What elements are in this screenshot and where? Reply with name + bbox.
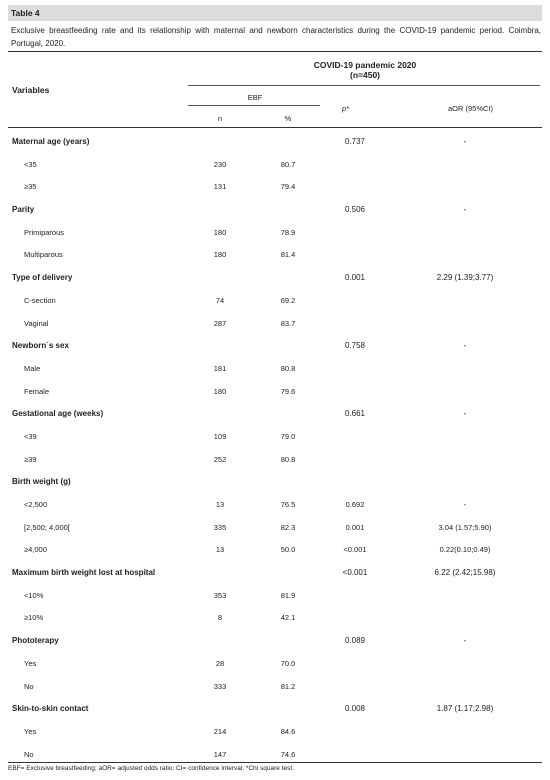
table-row	[0, 471, 550, 494]
row-pct: 83.7	[280, 318, 296, 328]
row-n: 180	[213, 227, 227, 237]
row-label: Yes	[24, 726, 37, 736]
table-row	[0, 335, 550, 358]
row-pct: 81.2	[280, 681, 296, 691]
row-label: Parity	[12, 205, 35, 215]
row-p: 0.692	[345, 500, 365, 509]
row-pct: 84.6	[280, 726, 296, 736]
row-label: Primiparous	[24, 227, 65, 237]
row-label: Birth weight (g)	[12, 477, 71, 487]
table-row	[0, 698, 550, 721]
row-label: ≥4,000	[24, 545, 47, 555]
row-label: Skin-to-skin contact	[12, 704, 89, 714]
row-pct: 78.9	[280, 227, 296, 237]
row-or: -	[463, 409, 467, 419]
row-n: 13	[215, 545, 225, 555]
table-row	[0, 381, 550, 404]
row-label: Maximum birth weight lost at hospital	[12, 568, 156, 578]
table-bottom-rule	[8, 762, 542, 763]
row-n: 335	[213, 522, 227, 532]
row-pct: 50.0	[280, 545, 296, 555]
row-label: ≥39	[24, 454, 37, 464]
row-pct: 80.7	[280, 159, 296, 169]
table-row	[0, 131, 550, 154]
row-n: 131	[213, 182, 227, 192]
table-row	[0, 721, 550, 744]
row-or: -	[463, 341, 467, 351]
row-pct: 80.8	[280, 454, 296, 464]
row-label: <2,500	[24, 500, 48, 509]
row-n: 109	[213, 431, 227, 441]
table-row	[0, 653, 550, 676]
row-label: No	[24, 681, 34, 691]
row-p: 0.758	[344, 341, 366, 351]
row-n: 180	[213, 250, 227, 260]
table-row	[0, 449, 550, 472]
row-label: Male	[24, 363, 41, 373]
table-row	[0, 176, 550, 199]
row-pct: 81.9	[280, 590, 296, 600]
table-row	[0, 290, 550, 313]
row-label: Female	[24, 386, 50, 396]
table-row	[0, 222, 550, 245]
row-p: 0.506	[344, 205, 366, 215]
row-n: 333	[213, 681, 227, 691]
table-row	[0, 199, 550, 222]
row-n: 8	[217, 613, 223, 623]
header-pct: %	[284, 114, 292, 123]
row-label: [2,500; 4,000[	[24, 522, 70, 532]
row-pct: 79.4	[280, 182, 296, 192]
row-label: Yes	[24, 658, 37, 668]
row-n: 13	[215, 500, 225, 509]
row-or: 6.22 (2.42;15.98)	[434, 568, 496, 578]
row-n: 147	[213, 749, 227, 759]
row-pct: 82.3	[280, 522, 296, 532]
row-p: 0.001	[345, 522, 365, 532]
header-or: aOR (95%CI)	[448, 104, 494, 113]
row-label: ≥35	[24, 182, 37, 192]
row-or: -	[463, 500, 467, 509]
row-p: 0.001	[344, 273, 366, 283]
row-or: -	[463, 137, 467, 146]
row-label: Phototerapy	[12, 636, 59, 646]
table-caption: Exclusive breastfeeding rate and its relationship with maternal and newborn characteristics during the COVID-19 pandemic period. Coimbra, Portugal, 2020.	[11, 26, 541, 48]
table-row	[0, 426, 550, 449]
row-pct: 76.5	[280, 500, 296, 509]
row-label: Maternal age (years)	[12, 137, 90, 146]
header-period-line2: (n=450)	[350, 70, 380, 80]
table-row	[0, 313, 550, 336]
row-n: 181	[213, 363, 227, 373]
row-n: 353	[213, 590, 227, 600]
table-label: Table 4	[8, 5, 542, 21]
row-label: No	[24, 749, 34, 759]
row-p: 0.661	[344, 409, 366, 419]
table-row	[0, 676, 550, 699]
header-p: p*	[342, 104, 350, 113]
row-n: 214	[213, 726, 227, 736]
row-pct: 70.0	[280, 658, 296, 668]
table-row	[0, 244, 550, 267]
row-n: 230	[213, 159, 227, 169]
header-ebf: EBF	[247, 93, 263, 102]
row-n: 252	[213, 454, 227, 464]
row-or: -	[463, 205, 467, 215]
row-label: Gestational age (weeks)	[12, 409, 104, 419]
table-row	[0, 403, 550, 426]
table-footnote: EBF= Exclusive breastfeeding; aOR= adjusted odds ratio; CI= confidence interval; *Chi square test.	[8, 765, 294, 772]
header-period-rule	[188, 85, 540, 86]
row-pct: 80.8	[280, 363, 296, 373]
table-row	[0, 585, 550, 608]
row-pct: 79.0	[280, 431, 296, 441]
row-pct: 81.4	[280, 250, 296, 260]
row-p: <0.001	[343, 545, 367, 555]
header-period-line1: COVID-19 pandemic 2020	[313, 60, 417, 70]
table-body	[0, 131, 550, 766]
row-pct: 42.1	[280, 613, 296, 623]
row-label: Newborn´s sex	[12, 341, 69, 351]
header-top-rule	[8, 51, 542, 52]
row-label: <39	[24, 431, 37, 441]
table-row	[0, 562, 550, 585]
row-label: ≥10%	[24, 613, 44, 623]
row-label: Vaginal	[24, 318, 49, 328]
row-or: -	[463, 636, 467, 646]
row-n: 74	[215, 295, 225, 305]
row-or: 1.87 (1.17;2.98)	[436, 704, 494, 714]
row-or: 2.29 (1.39;3.77)	[436, 273, 494, 283]
table-row	[0, 267, 550, 290]
row-label: C-section	[24, 295, 56, 305]
table-row	[0, 517, 550, 540]
row-p: 0.737	[344, 137, 366, 146]
row-p: <0.001	[342, 568, 368, 578]
row-label: <35	[24, 159, 37, 169]
table-row	[0, 607, 550, 630]
header-n: n	[217, 114, 223, 123]
row-pct: 74.6	[280, 749, 296, 759]
table-row	[0, 539, 550, 562]
row-or: 3.04 (1.57;5.90)	[438, 522, 492, 532]
row-pct: 69.2	[280, 295, 296, 305]
header-variables: Variables	[12, 85, 50, 95]
row-n: 28	[215, 658, 225, 668]
row-or: 0.22(0.10;0.49)	[439, 545, 491, 555]
table-row	[0, 630, 550, 653]
table-row	[0, 154, 550, 177]
row-label: Multiparous	[24, 250, 63, 260]
row-p: 0.008	[344, 704, 366, 714]
table-row	[0, 358, 550, 381]
header-bottom-rule	[8, 127, 542, 128]
row-label: Type of delivery	[12, 273, 73, 283]
table-row	[0, 494, 550, 517]
row-n: 287	[213, 318, 227, 328]
row-label: <10%	[24, 590, 44, 600]
header-ebf-rule	[188, 105, 320, 106]
row-p: 0.089	[344, 636, 366, 646]
row-pct: 79.6	[280, 386, 296, 396]
row-n: 180	[213, 386, 227, 396]
